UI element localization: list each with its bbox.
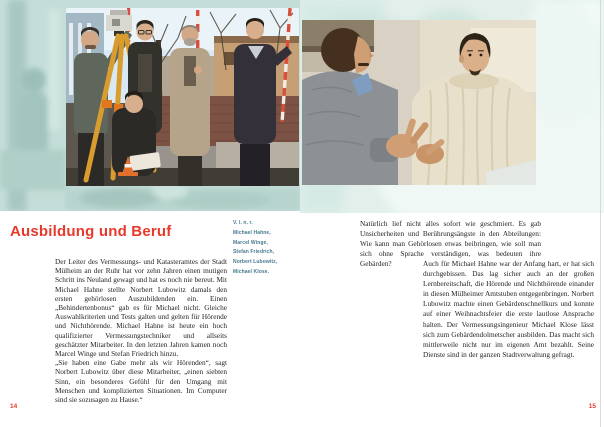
page-number-right: 15 — [588, 403, 596, 410]
caption-line: Marcel Winge, — [233, 239, 268, 246]
section-heading: Ausbildung und Beruf — [10, 223, 172, 241]
caption-line: Michael Klose. — [233, 268, 270, 275]
left-paragraph-2: „Sie haben eine Gabe mehr als wir Hörenden“, sagt Norbert Lubowitz über diese Mitarbeiter, „einen siebten Sinn, ein besonderes Gefühl für den Umgang mit Menschen und komplizierten Situationen. Im Computer sind sie sozusagen zu Hause.“ — [55, 358, 227, 405]
caption-line: Michael Hahne, — [233, 229, 271, 236]
right-paragraph-2: Auch für Michael Hahne war der Anfang hart, er hat sich durchgebissen. Das lag sicher auch an der großen Lernbereitschaft, die Hörende und Nichthörende einander in diesen Mülheimer Amtstuben entgegenbringen. Norbert Lubowitz machte einen Gebärdenschnellkurs und konnte auf einer Weihnachtsfeier die erste lautlose Ansprache halten. Der Vermessungsingenieur Michael Klose lässt sich zum Gebärdendolmetscher ausbilden. Das macht sich mittlerweile nicht nur im eigenen Amt bezahlt. Seine Dienste sind in der ganzen Stadtverwaltung gefragt. — [423, 259, 594, 359]
right-paragraph-1: Natürlich lief nicht alles sofort wie geschmiert. Es gab Unsicherheiten und Berührungsängste in den Abteilungen: Wie kann man Gehörlosen etwas beibringen, wie soll man sich ohne Sprache verständigen, was bedeuten ihre Gebärden? — [360, 219, 541, 268]
left-paragraph-1: Der Leiter des Vermessungs- und Katasteramtes der Stadt Mülheim an der Ruhr hat vor zehn Jahren einen mutigen Schritt ins Neuland gewagt und hat es noch nie bereut. Mit Michael Hahne stellte Norbert Lubowitz damals den ersten gehörlosen Auszubildenden ein. Einen „Behindertenbonus“ gab es für Michael nicht. Gleiche Auswahlkriterien und Tests galten und gelten für Hörende und Nichthörende. Michael Hahne ist heute ein hoch qualifizierter Vermessungstechniker und allseits geschätzter Mitarbeiter. In den letzten Jahren kamen noch Marcel Winge und Stefan Friedrich hinzu. — [55, 257, 227, 359]
page-number-left: 14 — [10, 403, 18, 410]
right-body-text-2 — [423, 259, 594, 360]
conversation-photo — [302, 20, 536, 185]
caption-line: V. l. n. r. — [233, 220, 253, 226]
page-edge-line — [600, 0, 601, 427]
caption-line: Norbert Lubowitz, — [233, 259, 278, 266]
caption-line: Stefan Friedrich, — [233, 249, 275, 256]
